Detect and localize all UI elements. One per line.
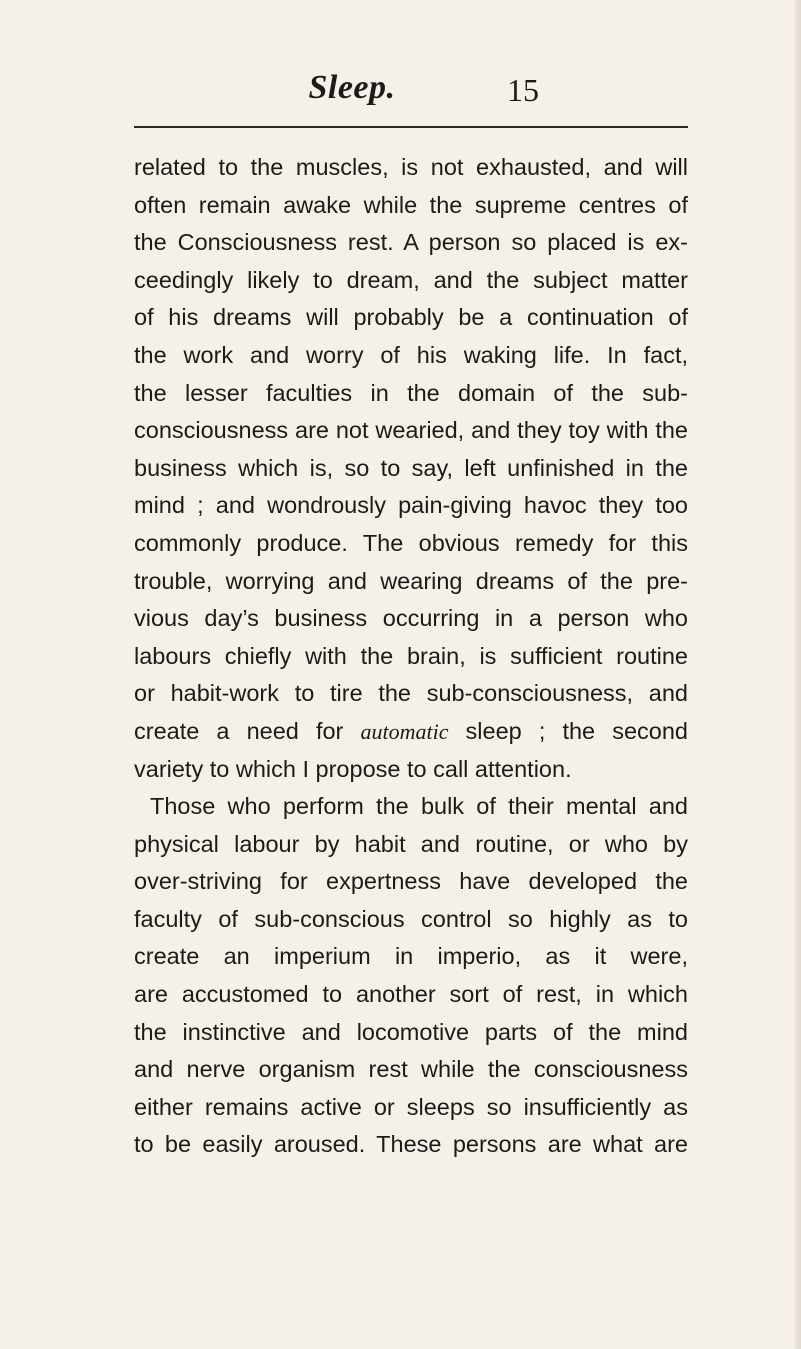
text-line: Those who perform the bulk of their mental and [150,793,688,820]
text-line: business which is, so to say, left unfinished in the [134,454,688,481]
text-line: labours chiefly with the brain, is sufficient routine [134,642,688,669]
text-segment: create a need for [134,717,361,744]
text-line: related to the muscles, is not exhausted, and will [134,154,688,180]
body-text [134,149,688,1164]
page-number: 15 [507,72,539,108]
text-segment: sleep ; the second [448,717,688,744]
text-line: faculty of sub-conscious control so highly as to [134,905,688,932]
text-line: the work and worry of his waking life. In fact, [134,341,688,368]
text-line [134,713,688,751]
page-edge [795,0,801,1349]
text-line: variety to which I propose to call attention. [134,755,572,782]
text-line: create an imperium in imperio, as it were, [134,943,688,970]
text-line: often remain awake while the supreme centres of [134,191,688,218]
text-line: or habit-work to tire the sub-consciousness, and [134,680,688,707]
text-line: to be easily aroused. These persons are what are [134,1131,688,1158]
text-line: the instinctive and locomotive parts of the mind [134,1018,688,1045]
running-title: Sleep. [308,69,396,106]
text-line: either remains active or sleeps so insufficiently as [134,1093,688,1120]
text-line: vious day’s business occurring in a person who [134,605,688,632]
text-line: the Consciousness rest. A person so placed is ex- [134,229,688,256]
text-line: the lesser faculties in the domain of the sub- [134,379,688,406]
header-rule [134,126,688,128]
text-line: mind ; and wondrously pain-giving havoc they too [134,492,688,519]
italic-emphasis: automatic [360,718,449,744]
text-line: commonly produce. The obvious remedy for this [134,529,688,556]
text-line: consciousness are not wearied, and they toy with the [134,417,688,444]
text-line: ceedingly likely to dream, and the subject matter [134,266,688,293]
page-header [134,68,689,118]
text-line: of his dreams will probably be a continuation of [134,304,688,331]
text-line: trouble, worrying and wearing dreams of the pre- [134,567,688,594]
text-line: physical labour by habit and routine, or who by [134,830,688,857]
text-line: are accustomed to another sort of rest, in which [134,981,688,1008]
text-line: over-striving for expertness have developed the [134,868,688,895]
text-line: and nerve organism rest while the consciousness [134,1056,688,1083]
